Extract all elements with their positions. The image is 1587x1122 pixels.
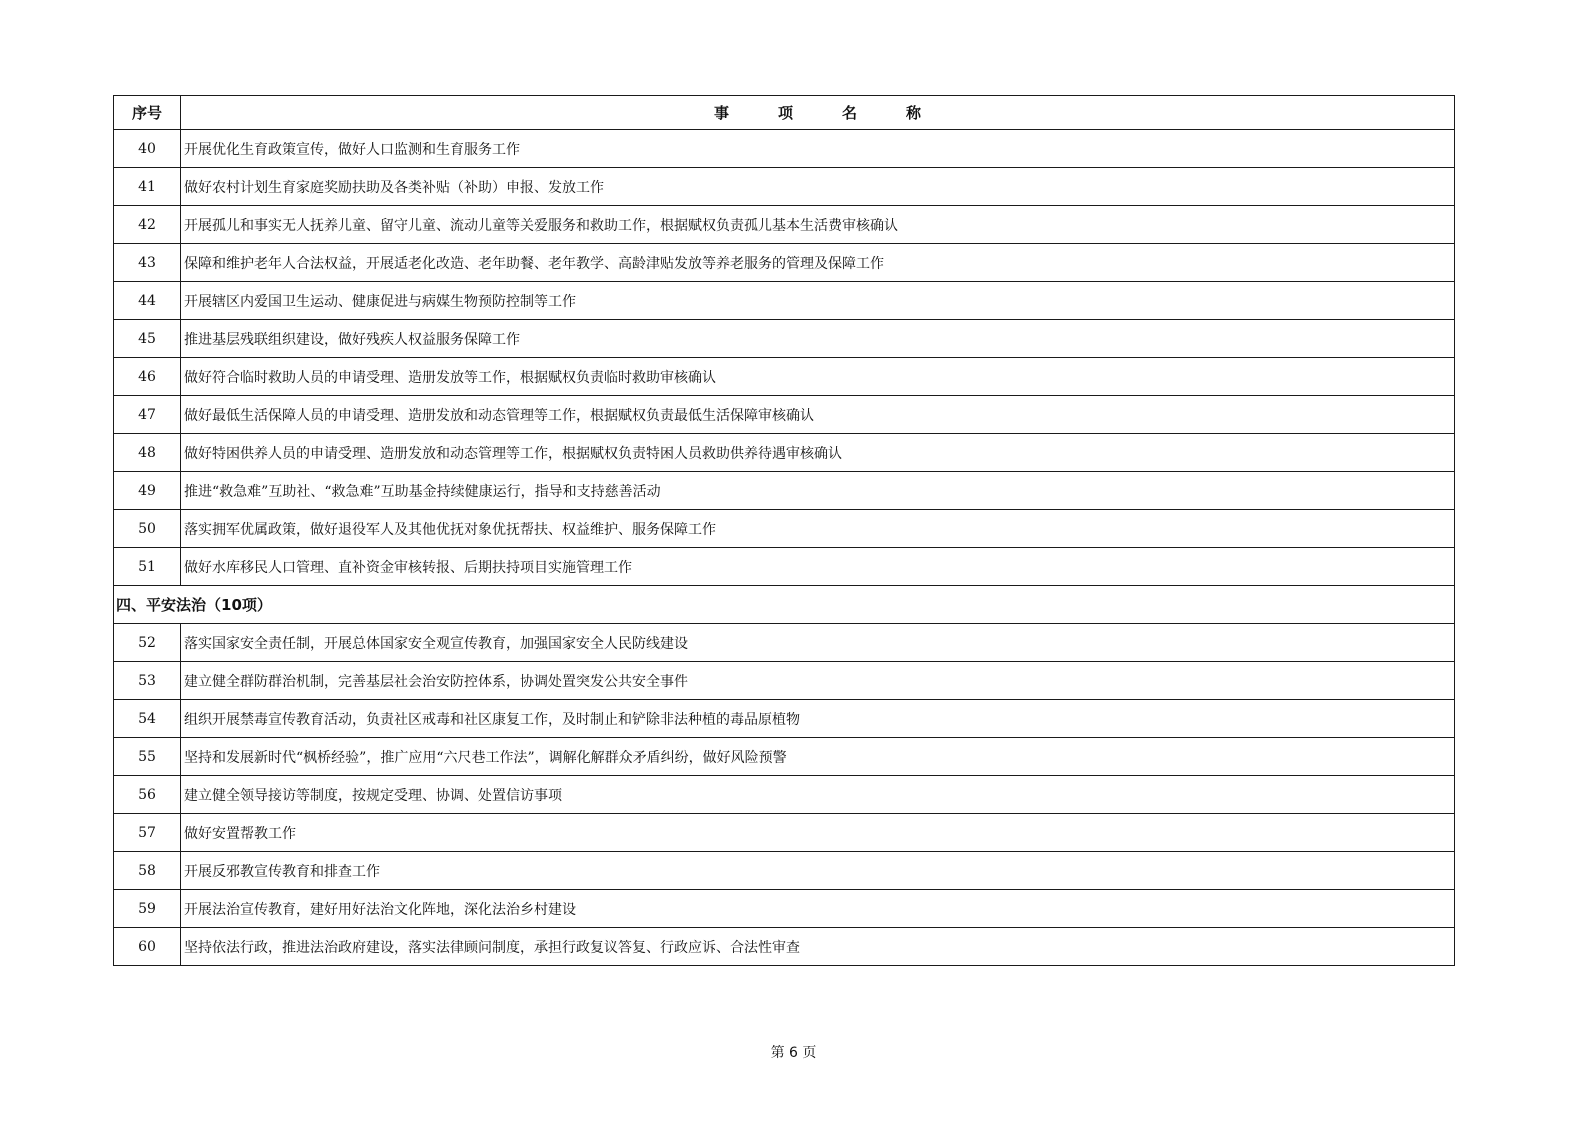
table-row <box>114 548 1455 586</box>
row-item: 推进“救急难”互助社、“救急难”互助基金持续健康运行，指导和支持慈善活动 <box>181 472 1455 510</box>
table-row <box>114 776 1455 814</box>
row-item: 坚持依法行政，推进法治政府建设，落实法律顾问制度，承担行政复议答复、行政应诉、合法性审查 <box>181 928 1455 966</box>
row-item: 推进基层残联组织建设，做好残疾人权益服务保障工作 <box>181 320 1455 358</box>
page-number: 第 6 页 <box>770 1045 817 1061</box>
row-item: 保障和维护老年人合法权益，开展适老化改造、老年助餐、老年教学、高龄津贴发放等养老服务的管理及保障工作 <box>181 244 1455 282</box>
row-number: 46 <box>114 358 181 396</box>
table-row <box>114 510 1455 548</box>
table-row <box>114 928 1455 966</box>
row-item: 做好安置帮教工作 <box>181 814 1455 852</box>
row-number: 56 <box>114 776 181 814</box>
row-number: 58 <box>114 852 181 890</box>
header-serial-number: 序号 <box>114 96 181 130</box>
table-row <box>114 320 1455 358</box>
row-item: 组织开展禁毒宣传教育活动，负责社区戒毒和社区康复工作，及时制止和铲除非法种植的毒品原植物 <box>181 700 1455 738</box>
section-title: 四、平安法治（10项） <box>114 586 1455 624</box>
row-item: 做好特困供养人员的申请受理、造册发放和动态管理等工作，根据赋权负责特困人员救助供养待遇审核确认 <box>181 434 1455 472</box>
table-row <box>114 472 1455 510</box>
header-item-char: 事 <box>713 104 729 122</box>
row-item: 做好水库移民人口管理、直补资金审核转报、后期扶持项目实施管理工作 <box>181 548 1455 586</box>
table-row <box>114 814 1455 852</box>
row-number: 48 <box>114 434 181 472</box>
row-number: 53 <box>114 662 181 700</box>
row-number: 55 <box>114 738 181 776</box>
row-item: 开展辖区内爱国卫生运动、健康促进与病媒生物预防控制等工作 <box>181 282 1455 320</box>
row-item: 建立健全群防群治机制，完善基层社会治安防控体系，协调处置突发公共安全事件 <box>181 662 1455 700</box>
row-number: 54 <box>114 700 181 738</box>
row-number: 45 <box>114 320 181 358</box>
table-row <box>114 282 1455 320</box>
row-item: 做好符合临时救助人员的申请受理、造册发放等工作，根据赋权负责临时救助审核确认 <box>181 358 1455 396</box>
row-number: 41 <box>114 168 181 206</box>
items-table <box>113 95 1455 966</box>
row-item: 坚持和发展新时代“枫桥经验”，推广应用“六尺巷工作法”，调解化解群众矛盾纠纷，做好风险预警 <box>181 738 1455 776</box>
row-number: 57 <box>114 814 181 852</box>
row-item: 落实国家安全责任制，开展总体国家安全观宣传教育，加强国家安全人民防线建设 <box>181 624 1455 662</box>
header-item-char: 名 <box>841 104 857 122</box>
section-header-row <box>114 586 1455 624</box>
header-item-char: 称 <box>905 104 921 122</box>
header-item-char: 项 <box>777 104 793 122</box>
row-item: 开展优化生育政策宣传，做好人口监测和生育服务工作 <box>181 130 1455 168</box>
table-row <box>114 130 1455 168</box>
table-row <box>114 700 1455 738</box>
row-number: 42 <box>114 206 181 244</box>
row-number: 52 <box>114 624 181 662</box>
row-item: 开展法治宣传教育，建好用好法治文化阵地，深化法治乡村建设 <box>181 890 1455 928</box>
header-item-name <box>181 96 1455 130</box>
row-item: 落实拥军优属政策，做好退役军人及其他优抚对象优抚帮扶、权益维护、服务保障工作 <box>181 510 1455 548</box>
row-item: 做好最低生活保障人员的申请受理、造册发放和动态管理等工作，根据赋权负责最低生活保障审核确认 <box>181 396 1455 434</box>
table-row <box>114 396 1455 434</box>
table-row <box>114 244 1455 282</box>
row-number: 49 <box>114 472 181 510</box>
table-row <box>114 434 1455 472</box>
row-number: 40 <box>114 130 181 168</box>
row-number: 59 <box>114 890 181 928</box>
row-number: 44 <box>114 282 181 320</box>
row-item: 开展反邪教宣传教育和排查工作 <box>181 852 1455 890</box>
row-number: 50 <box>114 510 181 548</box>
row-number: 43 <box>114 244 181 282</box>
table-row <box>114 624 1455 662</box>
row-item: 开展孤儿和事实无人抚养儿童、留守儿童、流动儿童等关爱服务和救助工作，根据赋权负责孤儿基本生活费审核确认 <box>181 206 1455 244</box>
table-row <box>114 168 1455 206</box>
table-row <box>114 852 1455 890</box>
row-item: 做好农村计划生育家庭奖励扶助及各类补贴（补助）申报、发放工作 <box>181 168 1455 206</box>
row-number: 51 <box>114 548 181 586</box>
table-row <box>114 738 1455 776</box>
table-row <box>114 358 1455 396</box>
table-row <box>114 662 1455 700</box>
table-row <box>114 890 1455 928</box>
row-number: 47 <box>114 396 181 434</box>
table-row <box>114 206 1455 244</box>
row-item: 建立健全领导接访等制度，按规定受理、协调、处置信访事项 <box>181 776 1455 814</box>
table-header-row <box>114 96 1455 130</box>
row-number: 60 <box>114 928 181 966</box>
